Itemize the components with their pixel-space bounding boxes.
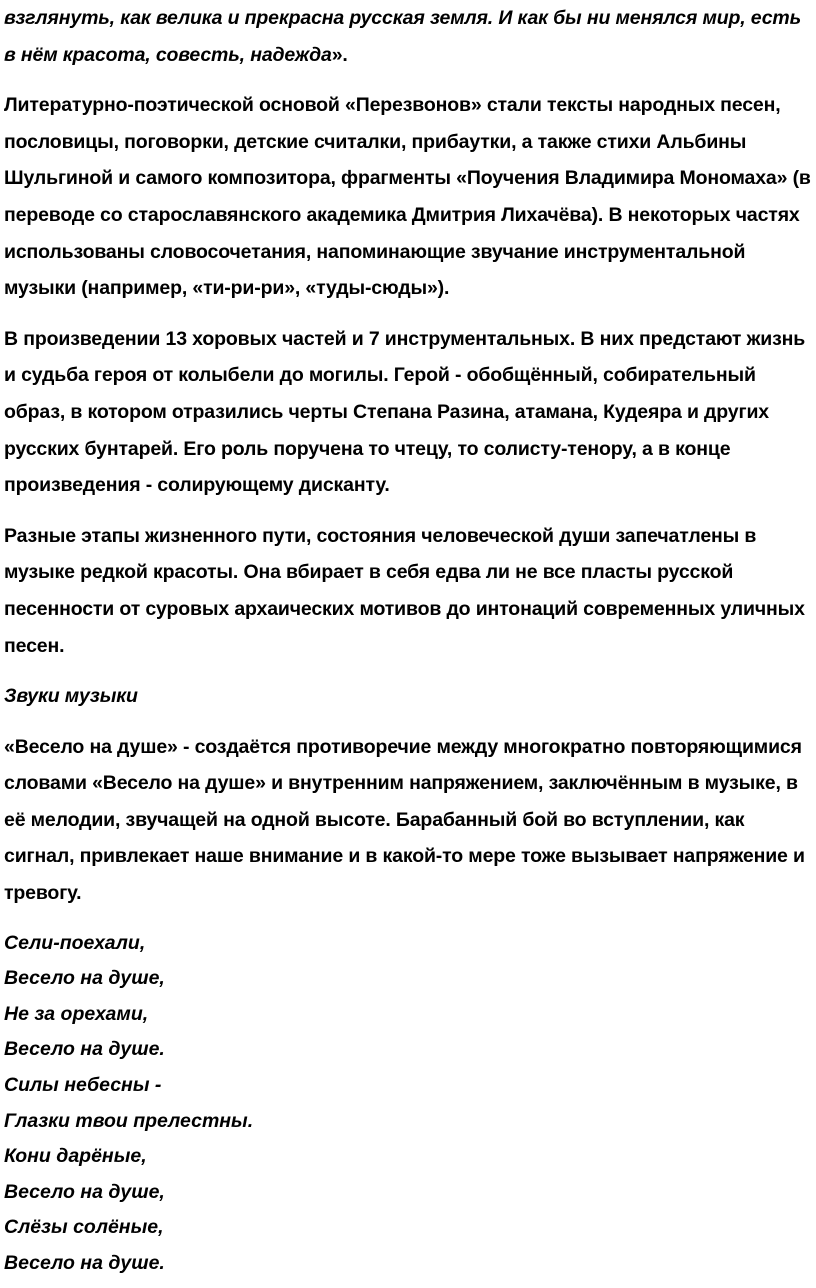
verse-line: Весело на душе.: [4, 1038, 165, 1061]
verse-line: Весело на душе.: [4, 1252, 165, 1274]
verse-line: Кони дарёные,: [4, 1145, 147, 1168]
section-paragraph: «Весело на душе» - создаётся противоречие между многократно повторяющимися словами «Весело на душе» и внутренним напряжением, заключённым в музыке, в её мелодии, звучащей на одной высоте. Барабанный бой во вступлении, как сигнал, привлекает наше внимание и в какой-то мере тоже вызывает напряжение и тревогу.: [4, 735, 805, 905]
paragraph-sources: Литературно-поэтической основой «Перезвонов» стали тексты народных песен, пословицы, поговорки, детские считалки, прибаутки, а также стихи Альбины Шульгиной и самого композитора, фрагменты «Поучения Владимира Мономаха» (в переводе со старославянского академика Дмитрия Лихачёва). В некоторых частях использованы словосочетания, напоминающие звучание инструментальной музыки (например, «ти-ри-ри», «туды-сюды»).: [4, 94, 811, 300]
paragraph-structure: В произведении 13 хоровых частей и 7 инструментальных. В них предстают жизнь и судьба героя от колыбели до могилы. Герой - обобщённый, собирательный образ, в котором отразились черты Степана Разина, атамана, Кудеяра и других русских бунтарей. Его роль поручена то чтецу, то солисту-тенору, а в конце произведения - солирующему дисканту.: [4, 327, 806, 497]
paragraph-music: Разные этапы жизненного пути, состояния человеческой души запечатлены в музыке редкой красоты. Она вбирает в себя едва ли не все пласты русской песенности от суровых архаических мотивов до интонаций современных уличных песен.: [4, 524, 805, 657]
verse-line: Не за орехами,: [4, 1002, 149, 1025]
intro-quote-text: взглянуть, как велика и прекрасна русская земля. И как бы ни менялся мир, есть в нём красота, совесть, надежда: [4, 7, 802, 66]
intro-quote-close: ».: [331, 43, 348, 66]
verse-line: Глазки твои прелестны.: [4, 1109, 254, 1132]
verse-block: [4, 926, 812, 1282]
verse-line: Силы небесны -: [4, 1074, 162, 1097]
section-heading: Звуки музыки: [4, 685, 138, 708]
verse-line: Слёзы солёные,: [4, 1216, 164, 1239]
verse-line: Весело на душе,: [4, 967, 165, 990]
intro-quote: [4, 0, 812, 73]
verse-line: Весело на душе,: [4, 1180, 165, 1203]
verse-line: Сели-поехали,: [4, 931, 146, 954]
document-page: [4, 0, 812, 1282]
